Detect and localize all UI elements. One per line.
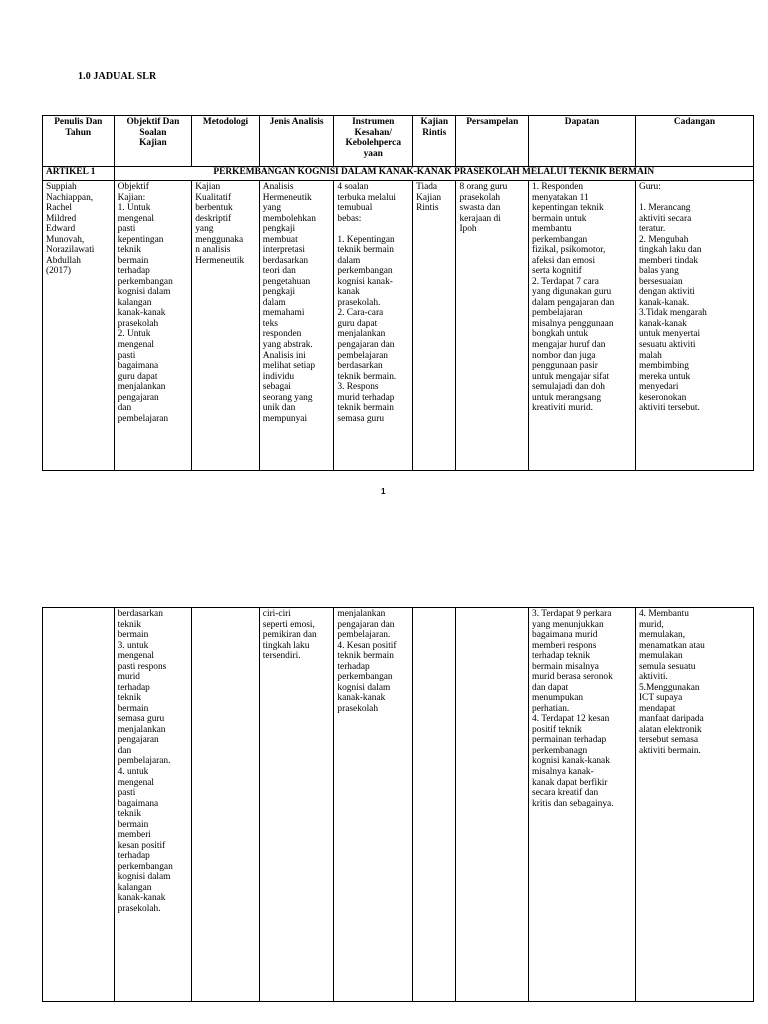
cell-cadangan: 4. Membantu murid, memulakan, menamatkan atau memulakan semula sesuatu aktiviti. 5.Menggunakan ICT supaya mendapat manfaat daripada alatan elektronik tersebut semasa aktiviti bermain. [635, 608, 753, 1002]
cell-instrumen: 4 soalan terbuka melalui temubual bebas: 1. Kepentingan teknik bermain dalam perkembangan kognisi kanak- kanak prasekolah. 2. Cara-cara guru dapat menjalankan pengajaran dan pembelajaran berdasarkan teknik bermain. 3. Respons murid terhadap teknik bermain semasa guru [334, 181, 413, 471]
header-cell-persampelan: Persampelan [456, 116, 529, 167]
header-row [43, 116, 754, 167]
cell-metodologi [192, 608, 260, 1002]
page-number: 1 [381, 487, 386, 496]
cell-objektif: Objektif Kajian: 1. Untuk mengenal pasti kepentingan teknik bermain terhadap perkembangan kognisi dalam kalangan kanak-kanak prasekolah 2. Untuk mengenal pasti bagaimana guru dapat menjalankan pengajaran dan pembelajaran [114, 181, 192, 471]
table-row [43, 608, 754, 1002]
cell-kajian-rintis [413, 608, 456, 1002]
header-cell-objektif: Objektif Dan Soalan Kajian [114, 116, 192, 167]
header-cell-jenis-analisis: Jenis Analisis [259, 116, 334, 167]
slr-table-part-2 [42, 607, 754, 1002]
section-heading: 1.0 JADUAL SLR [78, 71, 157, 82]
cell-penulis: Suppiah Nachiappan, Rachel Mildred Edward Munovah, Norazilawati Abdullah (2017) [43, 181, 115, 471]
header-cell-kajian-rintis: Kajian Rintis [413, 116, 456, 167]
header-cell-instrumen: Instrumen Kesahan/ Kebolehperca yaan [334, 116, 413, 167]
cell-persampelan: 8 orang guru prasekolah swasta dan kerajaan di Ipoh [456, 181, 529, 471]
cell-persampelan [456, 608, 529, 1002]
header-cell-dapatan: Dapatan [529, 116, 636, 167]
cell-dapatan: 3. Terdapat 9 perkara yang menunjukkan bagaimana murid memberi respons terhadap teknik bermain misalnya murid berasa seronok dan dapat menumpukan perhatian. 4. Terdapat 12 kesan positif teknik permainan terhadap perkembanagn kognisi kanak-kanak misalnya kanak- kanak dapat berfikir secara kreatif dan kritis dan sebagainya. [529, 608, 636, 1002]
header-cell-metodologi: Metodologi [192, 116, 260, 167]
cell-instrumen: menjalankan pengajaran dan pembelajaran. 4. Kesan positif teknik bermain terhadap perkembangan kognisi dalam kanak-kanak prasekolah [334, 608, 413, 1002]
header-cell-penulis: Penulis Dan Tahun [43, 116, 115, 167]
article-row [43, 167, 754, 181]
cell-jenis-analisis: Analisis Hermeneutik yang membolehkan pengkaji membuat interpretasi berdasarkan teori dan pengetahuan pengkaji dalam memahami teks responden yang abstrak. Analisis ini melihat setiap individu sebagai seorang yang unik dan mempunyai [259, 181, 334, 471]
cell-dapatan: 1. Responden menyatakan 11 kepentingan teknik bermain untuk membantu perkembangan fizikal, psikomotor, afeksi dan emosi serta kognitif 2. Terdapat 7 cara yang digunakan guru dalam pengajaran dan pembelajaran misalnya penggunaan bongkah untuk mengajar huruf dan nombor dan juga penggunaan pasir untuk mengajar sifat semulajadi dan doh untuk merangsang kreativiti murid. [529, 181, 636, 471]
header-cell-cadangan: Cadangan [635, 116, 753, 167]
article-label: ARTIKEL 1 [43, 167, 115, 181]
cell-kajian-rintis: Tiada Kajian Rintis [413, 181, 456, 471]
slr-table-part-1 [42, 115, 754, 471]
cell-penulis [43, 608, 115, 1002]
cell-jenis-analisis: ciri-ciri seperti emosi, pemikiran dan tingkah laku tersendiri. [259, 608, 334, 1002]
cell-metodologi: Kajian Kualitatif berbentuk deskriptif yang menggunaka n analisis Hermeneutik [192, 181, 260, 471]
cell-objektif: berdasarkan teknik bermain 3. untuk mengenal pasti respons murid terhadap teknik bermain semasa guru menjalankan pengajaran dan pembelajaran. 4. untuk mengenal pasti bagaimana teknik bermain memberi kesan positif terhadap perkembangan kognisi dalam kalangan kanak-kanak prasekolah. [114, 608, 192, 1002]
table-row [43, 181, 754, 471]
cell-cadangan: Guru: 1. Merancang aktiviti secara teratur. 2. Mengubah tingkah laku dan memberi tindak balas yang bersesuaian dengan aktiviti kanak-kanak. 3.Tidak mengarah kanak-kanak untuk menyertai sesuatu aktiviti malah membimbing mereka untuk menyedari keseronokan aktiviti tersebut. [635, 181, 753, 471]
article-title: PERKEMBANGAN KOGNISI DALAM KANAK-KANAK PRASEKOLAH MELALUI TEKNIK BERMAIN [114, 167, 753, 181]
